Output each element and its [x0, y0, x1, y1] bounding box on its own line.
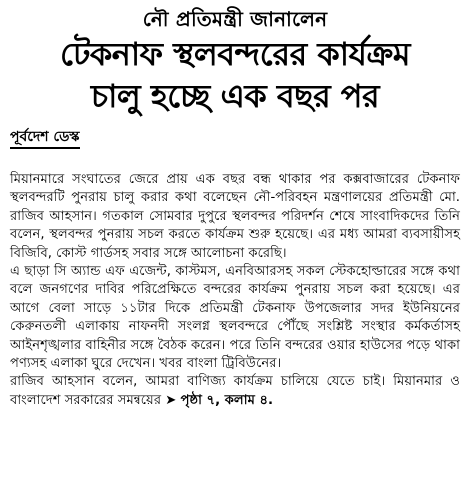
article-body — [10, 171, 460, 410]
kicker-heading: নৌ প্রতিমন্ত্রী জানালেন — [142, 7, 328, 31]
headline — [10, 34, 460, 116]
jump-reference: পৃষ্ঠা ৭, কলাম ৪. — [180, 392, 274, 408]
paragraph-1: মিয়ানমারে সংঘাতের জেরে প্রায় এক বছর বন্ধ থাকার পর কক্সবাজারের টেকনাফ স্থলবন্দরটি পুনরায় চালু করার কথা বলেছেন নৌ-পরিবহন মন্ত্রণালয়ের প্রতিমন্ত্রী মো. রাজিব আহসান। গতকাল সোমবার দুপুরে স্থলবন্দর পরিদর্শন শেষে সাংবাদিকদের তিনি বলেন, স্থলবন্দর পুনরায় সচল করতে কার্যক্রম শুরু হয়েছে। এর মধ্য আমরা ব্যবসায়ীসহ বিজিবি, কোস্ট গার্ডসহ সবার সঙ্গে আলোচনা করেছি। — [10, 172, 460, 261]
headline-line-1: টেকনাফ স্থলবন্দরের কার্যক্রম — [59, 35, 411, 73]
byline: পূর্বদেশ ডেস্ক — [10, 128, 80, 149]
paragraph-3 — [10, 373, 460, 410]
paragraph-3-text: রাজিব আহসান বলেন, আমরা বাণিজ্য কার্যক্রম চালিয়ে যেতে চাই। মিয়ানমার ও বাংলাদেশ সরকারের সমন্বয়ের — [10, 374, 460, 408]
paragraph-2: এ ছাড়া সি অ্যান্ড এফ এজেন্ট, কাস্টমস, এনবিআরসহ সকল স্টেকহোল্ডারের সঙ্গে কথা বলে জনগণের দাবির পরিপ্রেক্ষিতে বন্দরের কার্যক্রম পুনরায় সচল করা হয়েছে। এর আগে বেলা সাড়ে ১১টার দিকে প্রতিমন্ত্রী টেকনাফ উপজেলার সদর ইউনিয়নের কেরুনতলী এলাকায় নাফনদী সংলগ্ন স্থলবন্দরে পৌঁছে সংশ্লিষ্ট সংস্থার কর্মকর্তাসহ আইনশৃঙ্খলার বাহিনীর সঙ্গে বৈঠক করেন। পরে তিনি বন্দরের ওয়ার হাউসের পড়ে থাকা পণ্যসহ এলাকা ঘুরে দেখেন। খবর বাংলা ট্রিবিউনের। — [10, 264, 460, 372]
headline-line-2: চালু হচ্ছে এক বছর পর — [90, 77, 380, 115]
jump-arrow-icon: ➤ — [165, 392, 177, 408]
